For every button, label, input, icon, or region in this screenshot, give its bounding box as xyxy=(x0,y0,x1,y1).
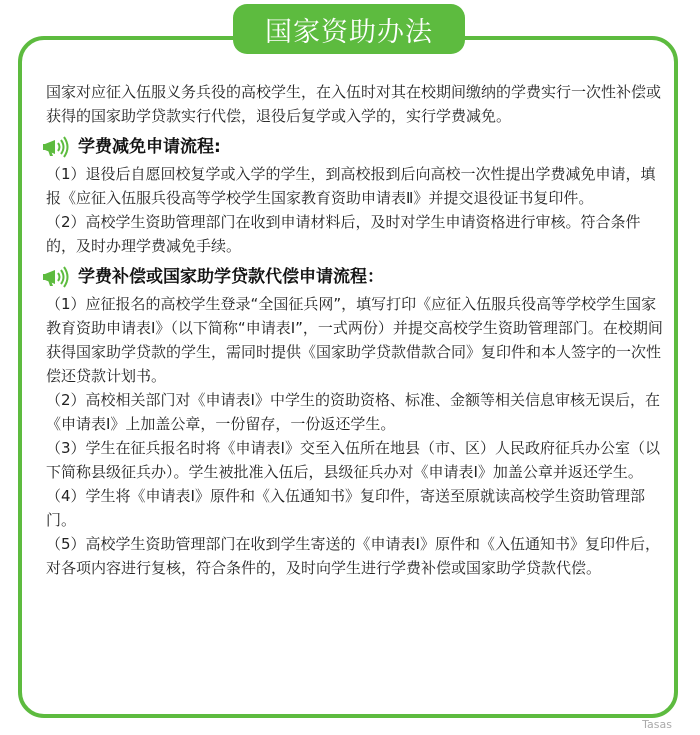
section-heading-1 xyxy=(42,135,666,159)
section-heading-2 xyxy=(42,265,666,289)
list-item: （5）高校学生资助管理部门在收到学生寄送的《申请表Ⅰ》原件和《入伍通知书》复印件后，对各项内容进行复核，符合条件的，及时向学生进行学费补偿或国家助学贷款代偿。 xyxy=(46,535,660,577)
list-item: （2）高校学生资助管理部门在收到申请材料后，及时对学生申请资格进行审核。符合条件的，及时办理学费减免手续。 xyxy=(46,213,641,255)
list-item: （1）退役后自愿回校复学或入学的学生，到高校报到后向高校一次性提出学费减免申请，填报《应征入伍服兵役高等学校学生国家教育资助申请表Ⅱ》并提交退役证书复印件。 xyxy=(46,165,656,207)
page-title: 国家资助办法 xyxy=(233,4,465,54)
intro-paragraph: 国家对应征入伍服义务兵役的高校学生，在入伍时对其在校期间缴纳的学费实行一次性补偿或获得的国家助学贷款实行代偿，退役后复学或入学的，实行学费减免。 xyxy=(46,83,662,125)
watermark: Tasas xyxy=(642,718,672,731)
list-item: （3）学生在征兵报名时将《申请表Ⅰ》交至入伍所在地县（市、区）人民政府征兵办公室（以下简称县级征兵办）。学生被批准入伍后，县级征兵办对《申请表Ⅰ》加盖公章并返还学生。 xyxy=(46,439,660,481)
section-heading-label: 学费补偿或国家助学贷款代偿申请流程： xyxy=(78,267,384,287)
section-heading-label: 学费减免申请流程: xyxy=(78,137,221,157)
list-item: （1）应征报名的高校学生登录“全国征兵网”，填写打印《应征入伍服兵役高等学校学生国家教育资助申请表Ⅰ》（以下简称“申请表Ⅰ”，一式两份）并提交高校学生资助管理部门。在校期间获得国家助学贷款的学生，需同时提供《国家助学贷款借款合同》复印件和本人签字的一次性偿还贷款计划书。 xyxy=(46,295,663,385)
megaphone-icon xyxy=(42,136,72,158)
main-content xyxy=(46,80,666,580)
megaphone-icon xyxy=(42,266,72,288)
list-item: （4）学生将《申请表Ⅰ》原件和《入伍通知书》复印件，寄送至原就读高校学生资助管理部门。 xyxy=(46,487,645,529)
list-item: （2）高校相关部门对《申请表Ⅰ》中学生的资助资格、标准、金额等相关信息审核无误后，在《申请表Ⅰ》上加盖公章，一份留存，一份返还学生。 xyxy=(46,391,660,433)
